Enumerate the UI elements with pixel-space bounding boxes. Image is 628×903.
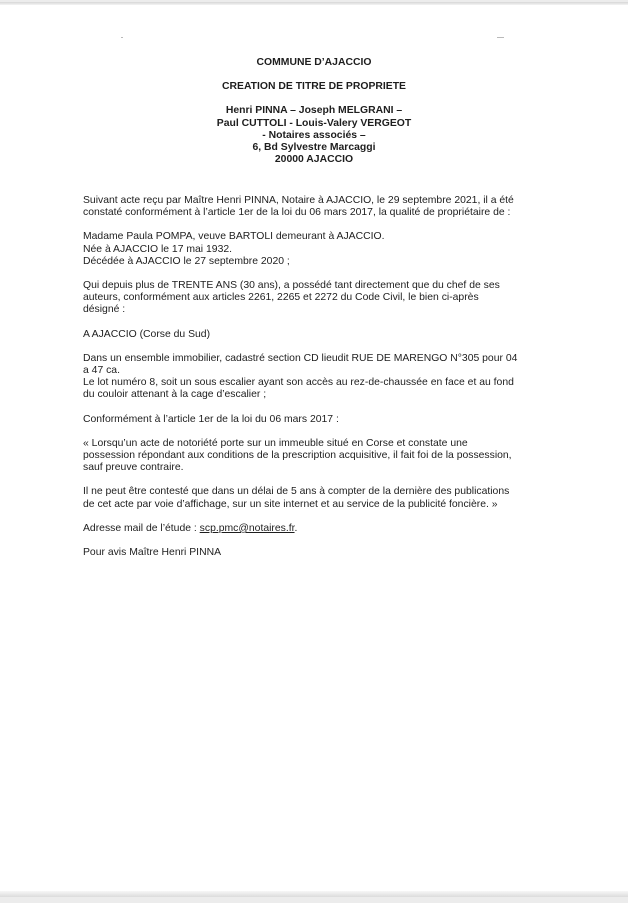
scan-speck <box>497 37 504 38</box>
property-paragraph <box>83 353 543 402</box>
scan-speck <box>121 37 123 38</box>
office-postal: 20000 AJACCIO <box>274 154 354 166</box>
text-line: de cet acte par voie d’affichage, sur un site internet et au service de la publicité foncière. » <box>83 498 498 510</box>
text-line: possession répondant aux conditions de la prescription acquisitive, il fait foi de la possession, <box>83 450 512 462</box>
text-line: auteurs, conformément aux articles 2261, 2265 et 2272 du Code Civil, le bien ci-après <box>83 292 479 304</box>
email-label: Adresse mail de l’étude : <box>83 522 200 534</box>
text-line: Il ne peut être contesté que dans un délai de 5 ans à compter de la dernière des publications <box>83 486 510 498</box>
closing-paragraph <box>83 547 543 559</box>
text-line: a 47 ca. <box>83 365 120 377</box>
email-link[interactable]: scp.pmc@notaires.fr <box>199 522 295 534</box>
text-line: Le lot numéro 8, soit un sous escalier ayant son accès au rez-de-chaussée en face et au fond <box>83 377 514 389</box>
text-line: Suivant acte reçu par Maître Henri PINNA, Notaire à AJACCIO, le 29 septembre 2021, il a été <box>83 195 514 206</box>
law-reference-paragraph <box>83 414 543 426</box>
text-line: désigné : <box>83 304 126 316</box>
notaries-line: Henri PINNA – Joseph MELGRANI – <box>225 105 403 117</box>
document-header <box>0 57 628 166</box>
text-line: Décédée à AJACCIO le 27 septembre 2020 ; <box>83 255 290 267</box>
owner-paragraph <box>83 231 543 268</box>
text-line: A AJACCIO (Corse du Sud) <box>83 328 211 340</box>
intro-paragraph <box>83 195 543 219</box>
commune-title: COMMUNE D’AJACCIO <box>256 57 372 68</box>
notaries-line: - Notaires associés – <box>262 129 366 141</box>
quote-paragraph <box>83 486 543 510</box>
text-line: Dans un ensemble immobilier, cadastré section CD lieudit RUE DE MARENGO N°305 pour 04 <box>83 352 518 364</box>
page-top-shadow <box>0 2 628 5</box>
page-bottom-edge <box>0 891 628 897</box>
document-page <box>0 2 628 897</box>
notaries-line: Paul CUTTOLI - Louis-Valery VERGEOT <box>216 117 412 129</box>
text-line: Qui depuis plus de TRENTE ANS (30 ans), a possédé tant directement que du chef de ses <box>83 280 500 292</box>
text-line: constaté conformément à l’article 1er de la loi du 06 mars 2017, la qualité de propriétaire de : <box>83 207 511 219</box>
email-suffix: . <box>294 522 298 534</box>
text-line: sauf preuve contraire. <box>83 462 184 474</box>
text-line: « Lorsqu’un acte de notoriété porte sur un immeuble situé en Corse et constate une <box>83 437 468 449</box>
text-line: Conformément à l’article 1er de la loi du 06 mars 2017 : <box>83 413 339 425</box>
quote-paragraph <box>83 438 543 475</box>
text-line: Pour avis Maître Henri PINNA <box>83 547 222 559</box>
text-line: Madame Paula POMPA, veuve BARTOLI demeurant à AJACCIO. <box>83 231 385 243</box>
text-line: Née à AJACCIO le 17 mai 1932. <box>83 243 233 255</box>
office-address: 6, Bd Sylvestre Marcaggi <box>252 142 376 154</box>
possession-paragraph <box>83 280 543 317</box>
text-line: du couloir attenant à la cage d’escalier ; <box>83 389 267 401</box>
document-title: CREATION DE TITRE DE PROPRIETE <box>222 81 406 93</box>
document-body <box>83 195 543 571</box>
location-paragraph <box>83 329 543 341</box>
email-paragraph <box>83 523 543 535</box>
